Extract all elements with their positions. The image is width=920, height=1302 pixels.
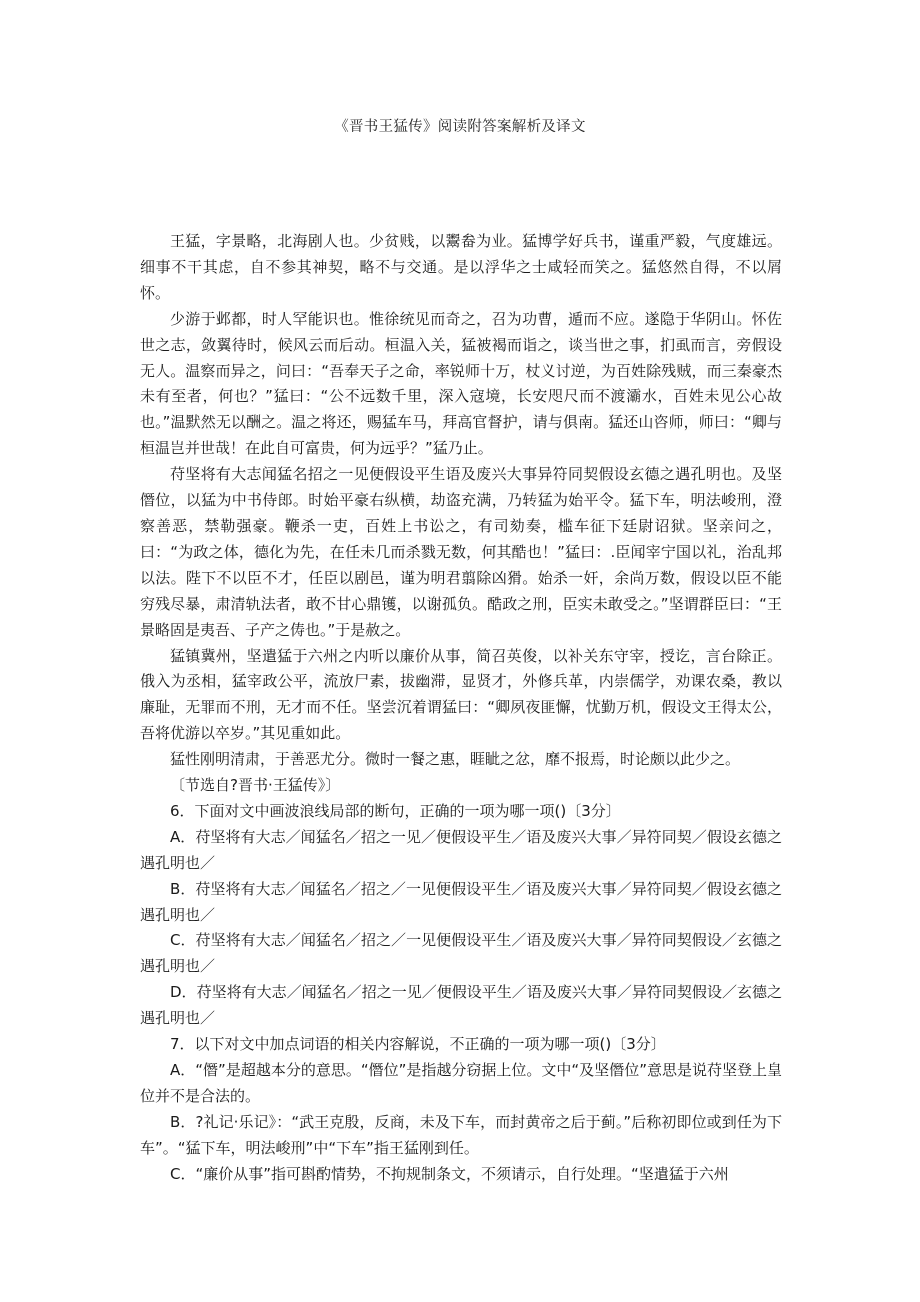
paragraph-3: 苻坚将有大志闻猛名招之一见便假设平生语及废兴大事异符同契假设玄德之遇孔明也。及坚僭位，以猛为中书侍郎。时始平豪右纵横，劫盗充满，乃转猛为始平令。猛下车，明法峻刑，澄察善恶，禁勒强豪。鞭杀一吏，百姓上书讼之，有司劾奏，槛车征下廷尉诏狱。坚亲问之，曰：“为政之体，德化为先，在任未几而杀戮无数，何其酷也！”猛曰：.臣闻宰宁国以礼，治乱邦以法。陛下不以臣不才，任臣以剧邑，谨为明君翦除凶猾。始杀一奸，余尚万数，假设以臣不能穷残尽暴，肃清轨法者，敢不甘心鼎镬，以谢孤负。酷政之刑，臣实未敢受之。”坚谓群臣曰：“王景略固是夷吾、子产之俦也。”于是赦之。 xyxy=(140,465,782,639)
question-7-option-a: A．“僭”是超越本分的意思。“僭位”是指越分窃据上位。文中“及坚僭位”意思是说苻坚登上皇位并不是合法的。 xyxy=(140,1061,782,1105)
paragraph-5: 猛性刚明清肃，于善恶尤分。微时一餐之惠，睚眦之忿，靡不报焉，时论颇以此少之。 xyxy=(170,750,741,769)
question-7-option-c: C．“廉价从事”指可斟酌情势，不拘规制条文，不须请示，自行处理。“坚遣猛于六州 xyxy=(170,1164,729,1183)
paragraph-2: 少游于邺都，时人罕能识也。惟徐统见而奇之，召为功曹，遁而不应。遂隐于华阴山。怀佐世之志，敛翼待时，候风云而后动。桓温入关，猛被褐而诣之，谈当世之事，扪虱而言，旁假设无人。温察而异之，问曰：“吾奉天子之命，率锐师十万，杖义讨逆，为百姓除残贼，而三秦豪杰未有至者，何也？”猛曰：“公不远数千里，深入寇境，长安咫尺而不渡灞水，百姓未见公心故也。”温默然无以酬之。温之将还，赐猛车马，拜高官督护，请与俱南。猛还山咨师，师曰：“卿与桓温岂并世哉！在此自可富贵，何为远乎？”猛乃止。 xyxy=(140,309,782,458)
question-7-stem: 7．以下对文中加点词语的相关内容解说，不正确的一项为哪一项()〔3分〕 xyxy=(170,1035,666,1054)
paragraph-1: 王猛，字景略，北海剧人也。少贫贱，以鬻畚为业。猛博学好兵书，谨重严毅，气度雄远。细事不干其虑，自不参其神契，略不与交通。是以浮华之士咸轻而笑之。猛悠然自得，不以屑怀。 xyxy=(140,232,782,302)
question-6-option-d: D．苻坚将有大志／闻猛名／招之一见／便假设平生／语及废兴大事／异符同契假设／玄德之遇孔明也／ xyxy=(140,983,782,1028)
question-6-option-a: A．苻坚将有大志／闻猛名／招之一见／便假设平生／语及废兴大事／异符同契／假设玄德之遇孔明也／ xyxy=(140,827,782,872)
question-7-option-b: B．?礼记·乐记》：“武王克殷，反商，未及下车，而封黄帝之后于蓟。”后称初即位或到任为下车”。“猛下车，明法峻刑”中“下车”指王猛刚到任。 xyxy=(140,1112,782,1157)
paragraph-4: 猛镇冀州，坚遣猛于六州之内听以廉价从事，简召英俊，以补关东守宰，授讫，言台除正。俄入为丞相，猛宰政公平，流放尸素，拔幽滞，显贤才，外修兵革，内崇儒学，劝课农桑，教以廉耻，无罪而不刑，无才而不任。坚尝沉着谓猛曰：“卿夙夜匪懈，忧勤万机，假设文王得太公，吾将优游以卒岁。”其见重如此。 xyxy=(140,646,782,743)
question-6-stem: 6．下面对文中画波浪线局部的断句，正确的一项为哪一项()〔3分〕 xyxy=(170,801,621,820)
source-note: 〔节选自?晋书·王猛传》〕 xyxy=(170,776,341,795)
document-title: 《晋书王猛传》阅读附答案解析及译文 xyxy=(334,119,586,135)
document-body xyxy=(140,229,782,1188)
question-6-option-b: B．苻坚将有大志／闻猛名／招之／一见便假设平生／语及废兴大事／异符同契／假设玄德之遇孔明也／ xyxy=(140,879,782,924)
question-6-option-c: C．苻坚将有大志／闻猛名／招之／一见便假设平生／语及废兴大事／异符同契假设／玄德之遇孔明也／ xyxy=(140,931,782,976)
